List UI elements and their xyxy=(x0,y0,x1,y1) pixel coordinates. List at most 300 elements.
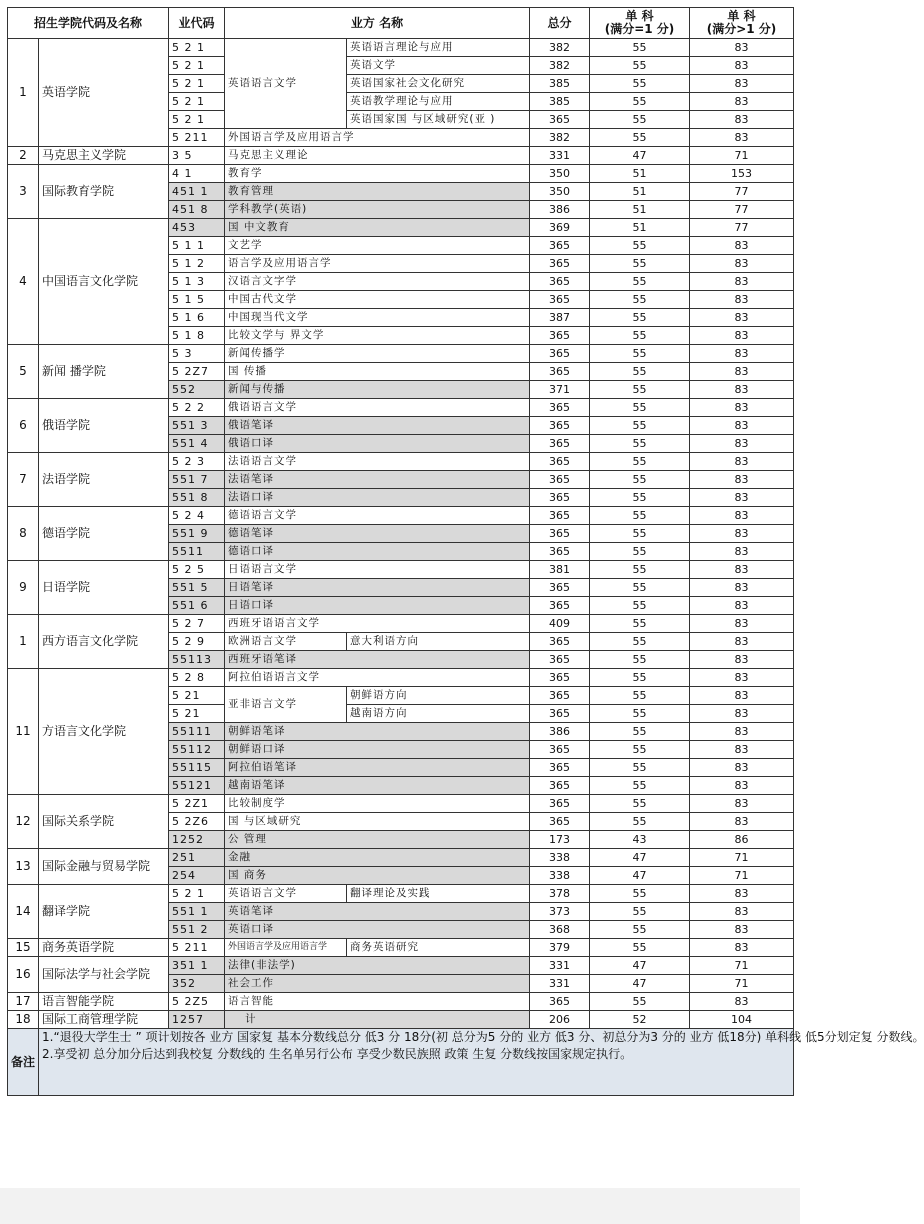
major-name: 计 xyxy=(225,1011,530,1029)
college-index: 16 xyxy=(8,957,39,993)
major-code: 5 3 xyxy=(169,345,225,363)
major-code: 5 2 1 xyxy=(169,57,225,75)
college-name: 国际法学与社会学院 xyxy=(39,957,169,993)
total-score: 331 xyxy=(530,975,590,993)
single-score-2: 83 xyxy=(690,507,794,525)
major-code: 5 2 5 xyxy=(169,561,225,579)
major-name: 金融 xyxy=(225,849,530,867)
single-score-2: 83 xyxy=(690,795,794,813)
major-name: 教育管理 xyxy=(225,183,530,201)
single-score-2: 83 xyxy=(690,903,794,921)
major-name: 德语语言文学 xyxy=(225,507,530,525)
single-score-2: 71 xyxy=(690,957,794,975)
single-score-2: 83 xyxy=(690,525,794,543)
table-row xyxy=(8,885,794,903)
college-index: 2 xyxy=(8,147,39,165)
single-score-1: 55 xyxy=(590,615,690,633)
major-code: 5 2Z1 xyxy=(169,795,225,813)
single-score-1: 55 xyxy=(590,417,690,435)
major-code: 5 21 xyxy=(169,705,225,723)
single-score-2: 77 xyxy=(690,219,794,237)
single-score-2: 83 xyxy=(690,327,794,345)
total-score: 365 xyxy=(530,687,590,705)
table-row xyxy=(8,795,794,813)
single-score-1: 55 xyxy=(590,741,690,759)
single-score-1: 55 xyxy=(590,903,690,921)
total-score: 365 xyxy=(530,417,590,435)
single-score-1: 55 xyxy=(590,273,690,291)
single-score-1: 55 xyxy=(590,579,690,597)
single-score-2: 83 xyxy=(690,435,794,453)
college-name: 商务英语学院 xyxy=(39,939,169,957)
major-code: 55113 xyxy=(169,651,225,669)
total-score: 365 xyxy=(530,651,590,669)
single-score-2: 104 xyxy=(690,1011,794,1029)
total-score: 365 xyxy=(530,291,590,309)
single-score-2: 153 xyxy=(690,165,794,183)
total-score: 206 xyxy=(530,1011,590,1029)
single-score-2: 83 xyxy=(690,651,794,669)
major-name: 比较制度学 xyxy=(225,795,530,813)
single-score-2: 83 xyxy=(690,309,794,327)
total-score: 365 xyxy=(530,813,590,831)
single-score-1: 55 xyxy=(590,795,690,813)
total-score: 331 xyxy=(530,957,590,975)
single-score-1: 55 xyxy=(590,255,690,273)
total-score: 365 xyxy=(530,993,590,1011)
single-score-2: 83 xyxy=(690,561,794,579)
table-row xyxy=(8,939,794,957)
major-code: 5 2Z5 xyxy=(169,993,225,1011)
major-name: 德语笔译 xyxy=(225,525,530,543)
total-score: 387 xyxy=(530,309,590,327)
total-score: 365 xyxy=(530,363,590,381)
major-primary: 英语语言文学 xyxy=(225,885,347,903)
major-name: 日语笔译 xyxy=(225,579,530,597)
major-code: 5 1 2 xyxy=(169,255,225,273)
single-score-1: 55 xyxy=(590,759,690,777)
major-name: 教育学 xyxy=(225,165,530,183)
single-score-1: 55 xyxy=(590,597,690,615)
major-code: 5 2 8 xyxy=(169,669,225,687)
college-name: 日语学院 xyxy=(39,561,169,615)
notes-text xyxy=(39,1029,924,1096)
total-score: 365 xyxy=(530,111,590,129)
table-row xyxy=(8,561,794,579)
major-name: 汉语言文字学 xyxy=(225,273,530,291)
table-row xyxy=(8,147,794,165)
major-code: 5 2 1 xyxy=(169,885,225,903)
major-name: 法语语言文学 xyxy=(225,453,530,471)
major-code: 5 2 4 xyxy=(169,507,225,525)
major-code: 351 1 xyxy=(169,957,225,975)
major-name: 国 中文教育 xyxy=(225,219,530,237)
major-name: 国 与区域研究 xyxy=(225,813,530,831)
single-score-2: 86 xyxy=(690,831,794,849)
single-score-1: 55 xyxy=(590,777,690,795)
single-score-1: 55 xyxy=(590,669,690,687)
header-code: 业代码 xyxy=(169,8,225,39)
single-score-2: 83 xyxy=(690,291,794,309)
major-code: 5 1 5 xyxy=(169,291,225,309)
single-score-2: 83 xyxy=(690,255,794,273)
single-score-2: 83 xyxy=(690,363,794,381)
major-code: 551 2 xyxy=(169,921,225,939)
single-score-2: 83 xyxy=(690,579,794,597)
table-row xyxy=(8,165,794,183)
college-index: 1 xyxy=(8,615,39,669)
major-code: 5511 xyxy=(169,543,225,561)
major-name: 俄语语言文学 xyxy=(225,399,530,417)
header-single-1: 单 科 (满分=1 分) xyxy=(590,8,690,39)
major-code: 1257 xyxy=(169,1011,225,1029)
single-score-2: 83 xyxy=(690,687,794,705)
major-code: 4 1 xyxy=(169,165,225,183)
single-score-1: 55 xyxy=(590,687,690,705)
single-score-1: 47 xyxy=(590,975,690,993)
single-score-1: 43 xyxy=(590,831,690,849)
major-name: 阿拉伯语笔译 xyxy=(225,759,530,777)
table-row xyxy=(8,615,794,633)
single-score-2: 83 xyxy=(690,813,794,831)
major-direction: 英语语言理论与应用 xyxy=(347,39,530,57)
college-name: 英语学院 xyxy=(39,39,169,147)
major-name: 西班牙语笔译 xyxy=(225,651,530,669)
single-score-1: 47 xyxy=(590,867,690,885)
notes-row xyxy=(8,1029,794,1096)
single-score-2: 83 xyxy=(690,453,794,471)
major-name: 日语语言文学 xyxy=(225,561,530,579)
major-code: 551 1 xyxy=(169,903,225,921)
college-name: 德语学院 xyxy=(39,507,169,561)
college-index: 7 xyxy=(8,453,39,507)
single-score-1: 55 xyxy=(590,93,690,111)
college-index: 3 xyxy=(8,165,39,219)
single-score-2: 83 xyxy=(690,399,794,417)
college-name: 方语言文化学院 xyxy=(39,669,169,795)
major-code: 551 9 xyxy=(169,525,225,543)
notes-line-2: 2.享受初 总分加分后达到我校复 分数线的 生名单另行公布 享受少数民族照 政策 生复 分数线按国家规定执行。 xyxy=(42,1047,633,1061)
single-score-1: 55 xyxy=(590,633,690,651)
total-score: 365 xyxy=(530,741,590,759)
major-code: 5 21 xyxy=(169,687,225,705)
major-name: 比较文学与 界文学 xyxy=(225,327,530,345)
single-score-1: 55 xyxy=(590,57,690,75)
total-score: 365 xyxy=(530,237,590,255)
total-score: 365 xyxy=(530,597,590,615)
major-name: 西班牙语语言文学 xyxy=(225,615,530,633)
total-score: 365 xyxy=(530,669,590,687)
college-name: 西方语言文化学院 xyxy=(39,615,169,669)
single-score-1: 55 xyxy=(590,651,690,669)
single-score-2: 83 xyxy=(690,471,794,489)
single-score-2: 83 xyxy=(690,669,794,687)
college-index: 5 xyxy=(8,345,39,399)
major-name: 语言学及应用语言学 xyxy=(225,255,530,273)
single-score-2: 83 xyxy=(690,489,794,507)
total-score: 365 xyxy=(530,525,590,543)
major-name: 新闻与传播 xyxy=(225,381,530,399)
major-primary: 亚非语言文学 xyxy=(225,687,347,723)
college-index: 15 xyxy=(8,939,39,957)
major-code: 254 xyxy=(169,867,225,885)
total-score: 365 xyxy=(530,633,590,651)
single-score-2: 83 xyxy=(690,417,794,435)
major-code: 551 8 xyxy=(169,489,225,507)
college-index: 6 xyxy=(8,399,39,453)
college-index: 9 xyxy=(8,561,39,615)
major-name: 俄语口译 xyxy=(225,435,530,453)
single-score-2: 83 xyxy=(690,111,794,129)
total-score: 365 xyxy=(530,777,590,795)
major-code: 453 xyxy=(169,219,225,237)
college-index: 13 xyxy=(8,849,39,885)
header-row xyxy=(8,8,794,39)
total-score: 379 xyxy=(530,939,590,957)
major-code: 1252 xyxy=(169,831,225,849)
major-code: 55121 xyxy=(169,777,225,795)
major-name: 学科教学(英语) xyxy=(225,201,530,219)
single-score-1: 55 xyxy=(590,705,690,723)
table-row xyxy=(8,1011,794,1029)
single-score-1: 55 xyxy=(590,507,690,525)
single-score-1: 55 xyxy=(590,543,690,561)
single-score-2: 83 xyxy=(690,543,794,561)
single-score-1: 55 xyxy=(590,327,690,345)
header-total: 总分 xyxy=(530,8,590,39)
single-score-1: 55 xyxy=(590,399,690,417)
major-primary: 外国语言学及应用语言学 xyxy=(225,939,347,957)
single-score-1: 55 xyxy=(590,813,690,831)
single-score-1: 55 xyxy=(590,885,690,903)
single-score-1: 47 xyxy=(590,957,690,975)
college-name: 国际关系学院 xyxy=(39,795,169,849)
college-name: 新闻 播学院 xyxy=(39,345,169,399)
total-score: 373 xyxy=(530,903,590,921)
single-score-2: 83 xyxy=(690,939,794,957)
college-name: 马克思主义学院 xyxy=(39,147,169,165)
college-name: 中国语言文化学院 xyxy=(39,219,169,345)
major-name: 英语口译 xyxy=(225,921,530,939)
single-score-1: 51 xyxy=(590,165,690,183)
notes-line-1: 1.“退役大学生士 ” 项计划按各 业方 国家复 基本分数线总分 低3 分 18分(初 总分为5 分的 业方 低3 分、初总分为3 分的 业方 低18分) 单科线 低5分划定复 分数线。 xyxy=(42,1030,924,1044)
total-score: 350 xyxy=(530,183,590,201)
major-code: 5 211 xyxy=(169,129,225,147)
single-score-1: 55 xyxy=(590,345,690,363)
header-single-2: 单 科 (满分>1 分) xyxy=(690,8,794,39)
major-direction: 英语教学理论与应用 xyxy=(347,93,530,111)
major-name: 法律(非法学) xyxy=(225,957,530,975)
single-score-1: 51 xyxy=(590,219,690,237)
total-score: 382 xyxy=(530,39,590,57)
single-score-1: 55 xyxy=(590,39,690,57)
major-name: 日语口译 xyxy=(225,597,530,615)
major-code: 5 2 3 xyxy=(169,453,225,471)
single-score-2: 83 xyxy=(690,57,794,75)
major-name: 语言智能 xyxy=(225,993,530,1011)
college-index: 4 xyxy=(8,219,39,345)
college-index: 12 xyxy=(8,795,39,849)
major-code: 551 7 xyxy=(169,471,225,489)
major-code: 5 1 1 xyxy=(169,237,225,255)
total-score: 338 xyxy=(530,867,590,885)
total-score: 378 xyxy=(530,885,590,903)
total-score: 382 xyxy=(530,129,590,147)
major-code: 3 5 xyxy=(169,147,225,165)
single-score-1: 55 xyxy=(590,75,690,93)
single-score-2: 77 xyxy=(690,183,794,201)
major-name: 国 传播 xyxy=(225,363,530,381)
major-code: 5 2 7 xyxy=(169,615,225,633)
major-direction: 意大利语方向 xyxy=(347,633,530,651)
single-score-1: 55 xyxy=(590,111,690,129)
single-score-2: 71 xyxy=(690,975,794,993)
total-score: 338 xyxy=(530,849,590,867)
major-code: 251 xyxy=(169,849,225,867)
single-score-1: 55 xyxy=(590,489,690,507)
table-row xyxy=(8,957,794,975)
single-score-1: 55 xyxy=(590,237,690,255)
single-score-2: 83 xyxy=(690,993,794,1011)
single-score-1: 55 xyxy=(590,939,690,957)
single-score-1: 55 xyxy=(590,921,690,939)
single-score-2: 71 xyxy=(690,147,794,165)
table-row xyxy=(8,453,794,471)
college-name: 法语学院 xyxy=(39,453,169,507)
single-score-2: 71 xyxy=(690,867,794,885)
college-name: 国际工商管理学院 xyxy=(39,1011,169,1029)
header-college: 招生学院代码及名称 xyxy=(8,8,169,39)
major-name: 越南语笔译 xyxy=(225,777,530,795)
header-major: 业方 名称 xyxy=(225,8,530,39)
total-score: 365 xyxy=(530,345,590,363)
major-direction: 英语国家社会文化研究 xyxy=(347,75,530,93)
single-score-2: 83 xyxy=(690,705,794,723)
total-score: 365 xyxy=(530,399,590,417)
total-score: 365 xyxy=(530,507,590,525)
major-name: 朝鲜语笔译 xyxy=(225,723,530,741)
total-score: 331 xyxy=(530,147,590,165)
single-score-2: 83 xyxy=(690,39,794,57)
total-score: 365 xyxy=(530,759,590,777)
college-index: 14 xyxy=(8,885,39,939)
single-score-2: 83 xyxy=(690,777,794,795)
table-row xyxy=(8,993,794,1011)
college-index: 1 xyxy=(8,39,39,147)
major-code: 55112 xyxy=(169,741,225,759)
major-code: 352 xyxy=(169,975,225,993)
major-code: 551 3 xyxy=(169,417,225,435)
major-name: 中国现当代文学 xyxy=(225,309,530,327)
table-row xyxy=(8,399,794,417)
major-code: 5 2 1 xyxy=(169,111,225,129)
total-score: 365 xyxy=(530,489,590,507)
major-code: 451 1 xyxy=(169,183,225,201)
total-score: 365 xyxy=(530,705,590,723)
major-code: 552 xyxy=(169,381,225,399)
major-name: 德语口译 xyxy=(225,543,530,561)
major-name: 阿拉伯语语言文学 xyxy=(225,669,530,687)
single-score-2: 83 xyxy=(690,723,794,741)
single-score-2: 83 xyxy=(690,597,794,615)
total-score: 350 xyxy=(530,165,590,183)
total-score: 386 xyxy=(530,723,590,741)
major-name: 国 商务 xyxy=(225,867,530,885)
major-name: 中国古代文学 xyxy=(225,291,530,309)
major-direction: 翻译理论及实践 xyxy=(347,885,530,903)
college-index: 11 xyxy=(8,669,39,795)
score-table xyxy=(7,7,924,1096)
total-score: 409 xyxy=(530,615,590,633)
single-score-2: 83 xyxy=(690,885,794,903)
major-code: 55111 xyxy=(169,723,225,741)
total-score: 365 xyxy=(530,273,590,291)
major-code: 5 2 1 xyxy=(169,93,225,111)
single-score-1: 47 xyxy=(590,147,690,165)
college-name: 翻译学院 xyxy=(39,885,169,939)
college-name: 国际教育学院 xyxy=(39,165,169,219)
major-code: 55115 xyxy=(169,759,225,777)
single-score-2: 83 xyxy=(690,75,794,93)
major-code: 5 2Z6 xyxy=(169,813,225,831)
total-score: 365 xyxy=(530,579,590,597)
major-code: 451 8 xyxy=(169,201,225,219)
total-score: 385 xyxy=(530,75,590,93)
single-score-1: 55 xyxy=(590,993,690,1011)
single-score-1: 55 xyxy=(590,453,690,471)
single-score-1: 55 xyxy=(590,723,690,741)
major-direction: 朝鲜语方向 xyxy=(347,687,530,705)
single-score-2: 83 xyxy=(690,741,794,759)
single-score-2: 83 xyxy=(690,759,794,777)
table-row xyxy=(8,219,794,237)
major-name: 俄语笔译 xyxy=(225,417,530,435)
total-score: 381 xyxy=(530,561,590,579)
college-name: 国际金融与贸易学院 xyxy=(39,849,169,885)
single-score-2: 83 xyxy=(690,615,794,633)
major-name: 新闻传播学 xyxy=(225,345,530,363)
major-code: 551 6 xyxy=(169,597,225,615)
table-row xyxy=(8,669,794,687)
single-score-2: 83 xyxy=(690,93,794,111)
single-score-2: 83 xyxy=(690,129,794,147)
single-score-1: 55 xyxy=(590,129,690,147)
major-name: 法语口译 xyxy=(225,489,530,507)
single-score-1: 55 xyxy=(590,309,690,327)
single-score-1: 51 xyxy=(590,183,690,201)
major-name: 外国语言学及应用语言学 xyxy=(225,129,530,147)
major-code: 5 1 8 xyxy=(169,327,225,345)
single-score-1: 55 xyxy=(590,525,690,543)
single-score-1: 55 xyxy=(590,561,690,579)
major-direction: 商务英语研究 xyxy=(347,939,530,957)
major-primary: 英语语言文学 xyxy=(225,39,347,129)
major-name: 公 管理 xyxy=(225,831,530,849)
major-code: 5 211 xyxy=(169,939,225,957)
single-score-1: 52 xyxy=(590,1011,690,1029)
major-code: 5 2 1 xyxy=(169,75,225,93)
college-name: 语言智能学院 xyxy=(39,993,169,1011)
major-primary: 欧洲语言文学 xyxy=(225,633,347,651)
major-name: 文艺学 xyxy=(225,237,530,255)
total-score: 365 xyxy=(530,435,590,453)
total-score: 365 xyxy=(530,453,590,471)
single-score-2: 83 xyxy=(690,921,794,939)
table-row xyxy=(8,345,794,363)
total-score: 386 xyxy=(530,201,590,219)
table-row xyxy=(8,507,794,525)
major-name: 朝鲜语口译 xyxy=(225,741,530,759)
